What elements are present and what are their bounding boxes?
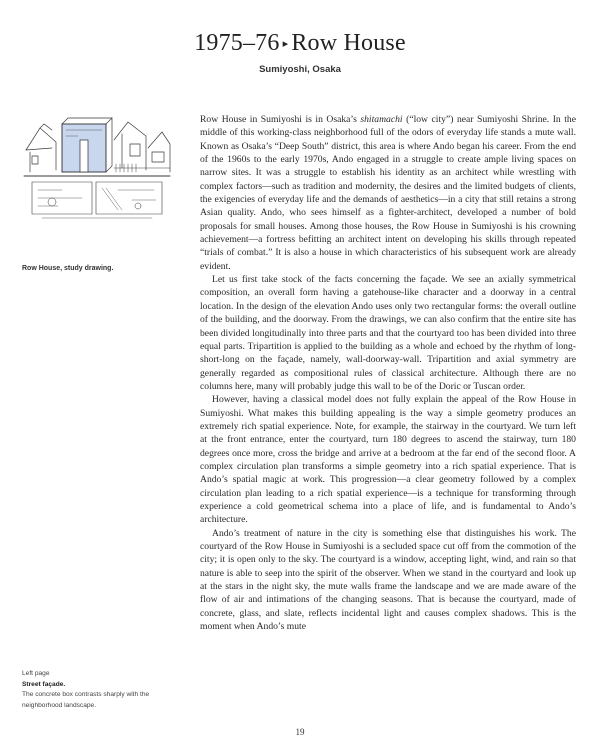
paragraph-1: Row House in Sumiyoshi is in Osaka’s shitamachi (“low city”) near Sumiyoshi Shrine. In the middle of this working-class neighborhood full of the odors of everyday life stands a mute wall. Known as Osaka’s “Deep South” district, this area is where Ando began his career. From the end of the 1960s to the early 1970s, Ando engaged in a struggle to create ample living spaces on narrow sites. It was a struggle to establish his identity as an architect while wrestling with complex factors—such as tradition and modernity, the desires and the limited budgets of clients, the exigencies of everyday life and the demands of aesthetics—in a city that still retains a strong Asian quality. Ando, who sees himself as a fighter-architect, developed a number of bold proposals for small houses. Among those houses, the Row House in Sumiyoshi is his crowning achievement—a fortress befitting an architect intent on developing his skills through repeated “trials of combat.” It is also a house in which characteristics of his subsequent work are already evident. bbox=[200, 114, 576, 272]
paragraph-4: Ando’s treatment of nature in the city is something else that distinguishes his work. The courtyard of the Row House in Sumiyoshi is a secluded space cut off from the commotion of the city; it is open only to the sky. The courtyard is a window, accepting light, wind, and rain so that nature is able to seep into the spirit of the observer. When we stand in the courtyard and look up at the stars in the night sky, the mute walls frame the landscape and we are made aware of the flow of air and intimations of the changing seasons. That is because the courtyard, made of concrete, glass, and slate, reflects incidental light and causes complex shadows. This is the moment when Ando’s mute bbox=[200, 527, 576, 633]
study-drawing-caption: Row House, study drawing. bbox=[22, 265, 114, 272]
body-text bbox=[200, 113, 576, 633]
paragraph-2: Let us first take stock of the facts concerning the façade. We see an axially symmetrical composition, an overall form having a gatehouse-like character and a doorway in a central location. In the design of the elevation Ando uses only two rectangular forms: the overall outline of the building, and the doorway. From the drawings, we can also confirm that the entire site has been divided longitudinally into three parts and that the courtyard too has been divided into three equal parts. Tripartition is applied to the building as a whole and echoed by the rhythm of long-short-long on the façade, namely, wall-doorway-wall. Tripartition and axial symmetry are generally regarded as compositional rules of classical architecture. Although there are no columns here, many will probably judge this wall to be of the Doric or Tuscan order. bbox=[200, 274, 576, 392]
triangle-arrow-icon: ▸ bbox=[282, 38, 289, 50]
title-years: 1975–76 bbox=[194, 30, 280, 56]
title-name: Row House bbox=[291, 30, 406, 56]
left-page-caption bbox=[22, 669, 172, 711]
location-subtitle: Sumiyoshi, Osaka bbox=[259, 64, 341, 75]
left-page-label: Left page bbox=[22, 670, 50, 677]
page-title bbox=[0, 30, 600, 57]
street-facade-heading: Street façade. bbox=[22, 680, 66, 688]
study-drawing-sketch bbox=[22, 110, 172, 222]
paragraph-3: However, having a classical model does not fully explain the appeal of the Row House in Sumiyoshi. What makes this building appealing is the way a simple geometry produces an extremely rich spatial experience. Note, for example, the stairway in the courtyard. We turn left at the front entrance, enter the courtyard, turn 180 degrees to ascend the stairway, turn 180 degrees once more, cross the bridge and arrive at a bedroom at the far end of the second floor. A complex circulation plan transforms a simple geometry into a rich spatial experience. That is Ando’s spatial magic at work. This progression—a clear geometry followed by a complex circulation plan leading to a rich spatial experience—is a technique for transforming through experience a cold geometrical schema into a place of life, and is fundamental to Ando’s architecture. bbox=[200, 394, 576, 526]
page-number: 19 bbox=[295, 727, 305, 737]
street-facade-text: The concrete box contrasts sharply with the neighborhood landscape. bbox=[22, 691, 150, 709]
